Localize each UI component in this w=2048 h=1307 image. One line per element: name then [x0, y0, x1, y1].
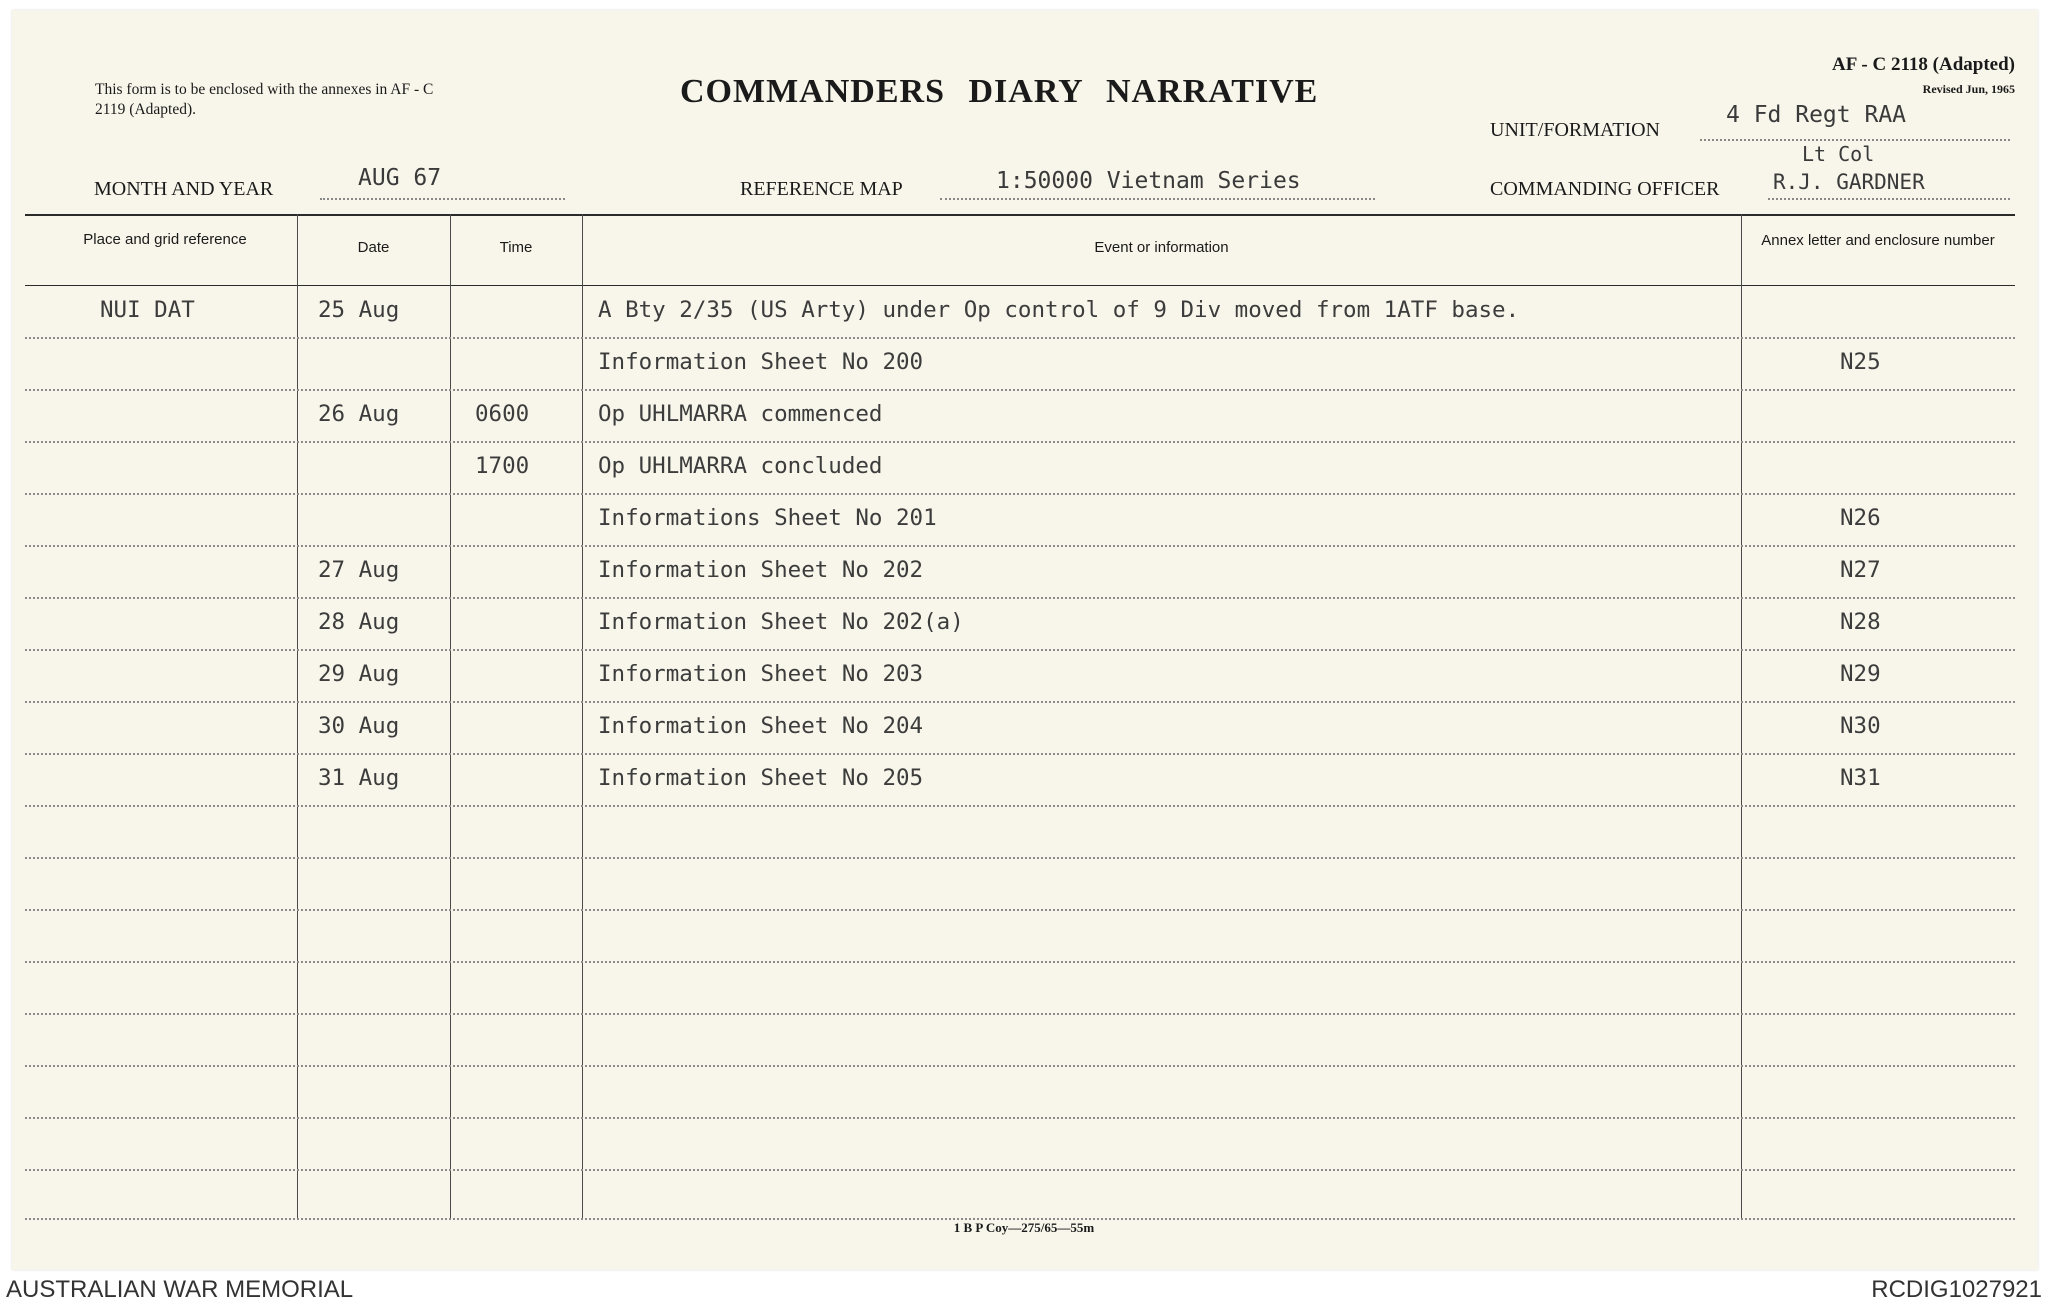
table-row — [25, 337, 2015, 391]
row-annex: N25 — [1840, 349, 1881, 375]
row-annex: N30 — [1840, 713, 1881, 739]
reference-map-line — [940, 198, 1375, 200]
form-revised-date: Revised Jun, 1965 — [1922, 82, 2015, 96]
row-date: 28 Aug — [318, 609, 400, 635]
table-row — [25, 1117, 2015, 1171]
printer-code: 1 B P Coy—275/65—55m — [953, 1220, 1095, 1235]
archive-institution: AUSTRALIAN WAR MEMORIAL — [6, 1276, 354, 1303]
column-header-place: Place and grid reference — [83, 231, 247, 248]
commanding-officer-line — [1768, 198, 2010, 200]
month-year-value: AUG 67 — [358, 165, 442, 191]
table-row — [25, 545, 2015, 599]
unit-formation-label: UNIT/FORMATION — [1490, 119, 1660, 141]
reference-map-label: REFERENCE MAP — [740, 178, 903, 200]
table-row — [25, 493, 2015, 547]
unit-formation-line — [1700, 139, 2010, 141]
table-row — [25, 649, 2015, 703]
row-event: A Bty 2/35 (US Arty) under Op control of 9 Div moved from 1ATF base. — [598, 297, 1520, 323]
row-date: 25 Aug — [318, 297, 400, 323]
row-time: 0600 — [475, 401, 530, 427]
column-header-time: Time — [499, 239, 533, 256]
row-date: 30 Aug — [318, 713, 400, 739]
row-annex: N26 — [1840, 505, 1881, 531]
row-event: Information Sheet No 203 — [598, 661, 924, 687]
archive-catalogue-id: RCDIG1027921 — [1871, 1276, 2042, 1303]
row-place: NUI DAT — [100, 297, 195, 323]
table-row — [25, 909, 2015, 963]
table-row — [25, 597, 2015, 651]
month-year-line — [320, 198, 565, 200]
form-number: AF - C 2118 (Adapted) — [1832, 54, 2015, 75]
row-date: 29 Aug — [318, 661, 400, 687]
commanding-officer-rank: Lt Col — [1802, 142, 1875, 166]
row-event: Information Sheet No 204 — [598, 713, 924, 739]
commanding-officer-name: R.J. GARDNER — [1773, 170, 1925, 194]
table-row — [25, 1013, 2015, 1067]
commanding-officer-label: COMMANDING OFFICER — [1490, 178, 1720, 200]
row-date: 31 Aug — [318, 765, 400, 791]
table-row — [25, 441, 2015, 495]
row-event: Information Sheet No 202(a) — [598, 609, 964, 635]
row-date: 26 Aug — [318, 401, 400, 427]
row-event: Information Sheet No 200 — [598, 349, 924, 375]
row-annex: N29 — [1840, 661, 1881, 687]
table-row — [25, 1065, 2015, 1119]
row-event: Information Sheet No 205 — [598, 765, 924, 791]
table-row — [25, 701, 2015, 755]
table-row — [25, 389, 2015, 443]
row-event: Op UHLMARRA concluded — [598, 453, 883, 479]
row-event: Information Sheet No 202 — [598, 557, 924, 583]
form-title: COMMANDERS DIARY NARRATIVE — [680, 73, 1319, 110]
reference-map-value: 1:50000 Vietnam Series — [996, 168, 1301, 194]
row-annex: N31 — [1840, 765, 1881, 791]
row-event: Informations Sheet No 201 — [598, 505, 937, 531]
row-date: 27 Aug — [318, 557, 400, 583]
row-annex: N28 — [1840, 609, 1881, 635]
table-row — [25, 961, 2015, 1015]
form-instruction-note: This form is to be enclosed with the annexes in AF - C 2119 (Adapted). — [95, 81, 434, 118]
unit-formation-value: 4 Fd Regt RAA — [1726, 102, 1907, 128]
table-row — [25, 753, 2015, 807]
row-time: 1700 — [475, 453, 530, 479]
column-header-date: Date — [357, 239, 390, 256]
table-row — [25, 285, 2015, 339]
table-row — [25, 805, 2015, 859]
month-year-label: MONTH AND YEAR — [94, 178, 274, 200]
row-annex: N27 — [1840, 557, 1881, 583]
table-top-rule — [25, 214, 2015, 216]
table-row — [25, 857, 2015, 911]
row-event: Op UHLMARRA commenced — [598, 401, 883, 427]
column-header-event: Event or information — [1094, 239, 1229, 256]
column-header-annex: Annex letter and enclosure number — [1761, 232, 1995, 249]
table-row — [25, 1166, 2015, 1220]
